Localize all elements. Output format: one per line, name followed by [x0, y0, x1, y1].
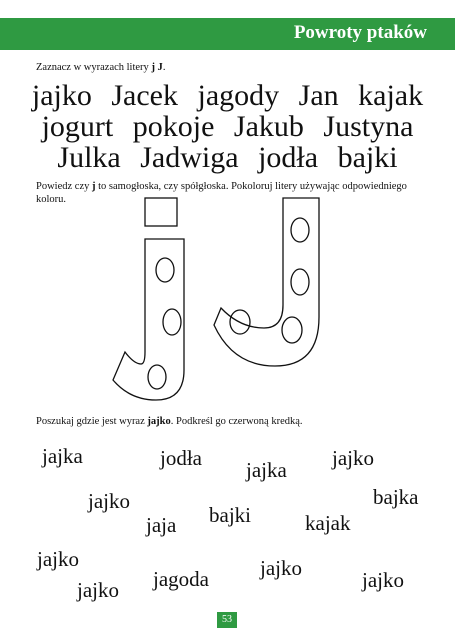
- small-j-dot-outline: [145, 198, 177, 226]
- scatter-word: kajak: [305, 511, 351, 535]
- task3-text-b: . Podkreśl go czerwoną kredką.: [170, 416, 303, 427]
- task2-letter: j: [91, 181, 96, 192]
- word: Jadwiga: [140, 141, 239, 174]
- word: jodła: [258, 141, 319, 174]
- word: jogurt: [41, 110, 114, 143]
- task3-word: jajko: [147, 416, 171, 427]
- scatter-word: jajka: [42, 444, 83, 468]
- scatter-word: jagoda: [153, 567, 209, 591]
- egg-shape: [148, 365, 166, 389]
- scatter-word: jajko: [362, 568, 404, 592]
- scatter-word: jaja: [146, 513, 177, 537]
- header-title: Powroty ptaków: [293, 22, 427, 43]
- egg-shape: [291, 269, 309, 295]
- word: Jacek: [111, 79, 178, 112]
- egg-shape: [156, 258, 174, 282]
- word: bajki: [337, 141, 398, 174]
- scatter-word: jajko: [37, 547, 79, 571]
- egg-shape: [163, 309, 181, 335]
- scatter-word: jajko: [260, 556, 302, 580]
- scatter-word: jajko: [77, 578, 119, 602]
- scatter-word: jajko: [88, 489, 130, 513]
- scatter-word: bajka: [373, 485, 419, 509]
- task2-text-b: to samogłoska, czy spółgłoska. Pokoloruj litery używając odpowiedniego: [98, 181, 407, 192]
- word: jajko: [31, 79, 92, 112]
- task2-text-c: koloru.: [36, 194, 67, 205]
- scatter-word: jodła: [160, 446, 202, 470]
- word: Jakub: [233, 110, 304, 143]
- scatter-word: jajka: [246, 458, 287, 482]
- word: pokoje: [132, 110, 215, 143]
- page-number: 53: [217, 612, 237, 628]
- egg-shape: [291, 218, 309, 242]
- word: Julka: [57, 141, 121, 174]
- task2-text-a: Powiedz czy: [36, 181, 90, 192]
- scatter-word: bajki: [209, 503, 251, 527]
- word: Justyna: [323, 110, 414, 143]
- task3-instruction: [36, 416, 303, 427]
- word: jagody: [197, 79, 280, 112]
- task1-end: .: [162, 62, 166, 73]
- word: kajak: [358, 79, 424, 112]
- task1-letters: j J: [151, 62, 163, 73]
- task1-instruction-text: Zaznacz w wyrazach litery: [36, 62, 149, 73]
- task3-text-a: Poszukaj gdzie jest wyraz: [36, 416, 145, 427]
- egg-shape: [282, 317, 302, 343]
- scatter-word: jajko: [332, 446, 374, 470]
- word: Jan: [298, 79, 339, 112]
- capital-j-outline: [214, 198, 319, 366]
